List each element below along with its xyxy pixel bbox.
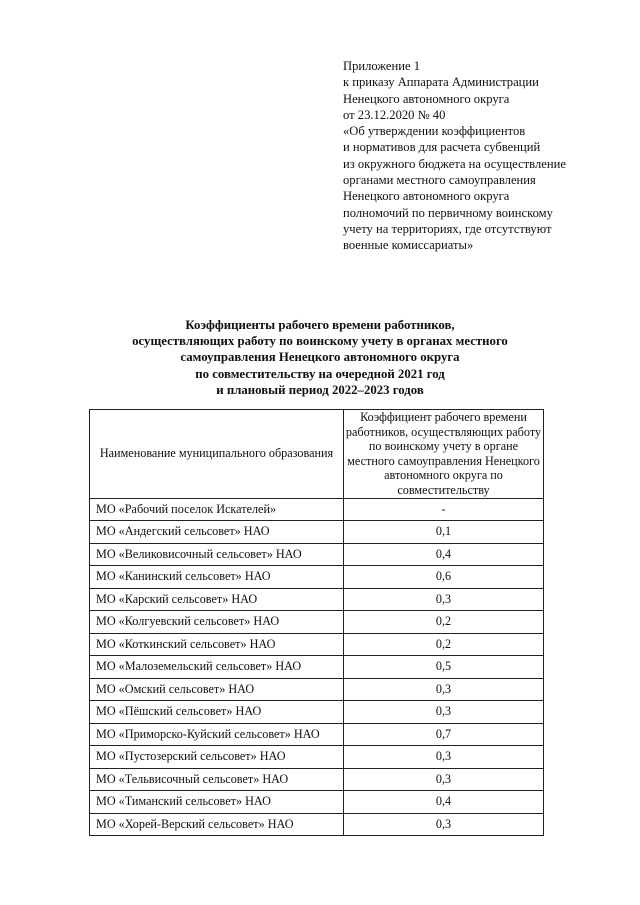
- coefficient-value: 0,3: [344, 588, 544, 611]
- table-row: [90, 588, 544, 611]
- table-row: [90, 611, 544, 634]
- table-row: [90, 768, 544, 791]
- appendix-line: органами местного самоуправления: [343, 173, 536, 188]
- municipality-name: МО «Тиманский сельсовет» НАО: [90, 791, 344, 814]
- municipality-name: МО «Канинский сельсовет» НАО: [90, 566, 344, 589]
- coefficient-value: 0,3: [344, 746, 544, 769]
- title-line: осуществляющих работу по воинскому учету в органах местного: [132, 334, 508, 349]
- table-row: [90, 633, 544, 656]
- municipality-name: МО «Малоземельский сельсовет» НАО: [90, 656, 344, 679]
- municipality-name: МО «Приморско-Куйский сельсовет» НАО: [90, 723, 344, 746]
- coefficient-value: 0,4: [344, 543, 544, 566]
- appendix-line: и нормативов для расчета субвенций: [343, 140, 541, 155]
- municipality-name: МО «Омский сельсовет» НАО: [90, 678, 344, 701]
- table-row: [90, 746, 544, 769]
- table-header-row: [90, 410, 544, 499]
- appendix-line: Ненецкого автономного округа: [343, 91, 510, 106]
- title-line: по совместительству на очередной 2021 год: [195, 366, 445, 381]
- appendix-line: военные комиссариаты»: [343, 238, 474, 253]
- municipality-name: МО «Пустозерский сельсовет» НАО: [90, 746, 344, 769]
- coefficient-value: 0,5: [344, 656, 544, 679]
- municipality-name: МО «Рабочий поселок Искателей»: [90, 498, 344, 521]
- municipality-name: МО «Великовисочный сельсовет» НАО: [90, 543, 344, 566]
- coefficient-value: 0,2: [344, 611, 544, 634]
- coefficient-value: 0,6: [344, 566, 544, 589]
- title-line: самоуправления Ненецкого автономного округа: [180, 350, 460, 365]
- appendix-line: Приложение 1: [343, 59, 421, 73]
- municipality-name: МО «Андегский сельсовет» НАО: [90, 521, 344, 544]
- coefficients-table: [89, 409, 544, 836]
- document-title: [90, 317, 550, 398]
- table-row: [90, 521, 544, 544]
- appendix-line: учету на территориях, где отсутствуют: [343, 221, 552, 236]
- coefficient-value: 0,2: [344, 633, 544, 656]
- title-line: и плановый период 2022–2023 годов: [216, 382, 424, 397]
- appendix-line: к приказу Аппарата Администрации: [343, 75, 539, 90]
- municipality-name: МО «Тельвисочный сельсовет» НАО: [90, 768, 344, 791]
- appendix-line: от 23.12.2020 № 40: [343, 107, 446, 122]
- table-row: [90, 791, 544, 814]
- appendix-line: полномочий по первичному воинскому: [343, 205, 553, 220]
- table-row: [90, 498, 544, 521]
- coefficient-value: 0,7: [344, 723, 544, 746]
- table-row: [90, 543, 544, 566]
- coefficient-value: 0,3: [344, 813, 544, 836]
- municipality-name: МО «Пёшский сельсовет» НАО: [90, 701, 344, 724]
- municipality-name: МО «Коткинский сельсовет» НАО: [90, 633, 344, 656]
- coefficient-value: 0,3: [344, 768, 544, 791]
- table-row: [90, 678, 544, 701]
- table-row: [90, 566, 544, 589]
- table-row: [90, 701, 544, 724]
- municipality-name: МО «Колгуевский сельсовет» НАО: [90, 611, 344, 634]
- coefficient-value: 0,1: [344, 521, 544, 544]
- appendix-line: из окружного бюджета на осуществление: [343, 156, 566, 171]
- table-row: [90, 656, 544, 679]
- table-row: [90, 813, 544, 836]
- appendix-line: «Об утверждении коэффициентов: [343, 124, 526, 139]
- coefficient-value: 0,3: [344, 678, 544, 701]
- header-municipality: Наименование муниципального образования: [90, 410, 344, 499]
- appendix-line: Ненецкого автономного округа: [343, 189, 510, 204]
- appendix-block: [343, 58, 633, 254]
- coefficient-value: -: [344, 498, 544, 521]
- table-row: [90, 723, 544, 746]
- coefficient-value: 0,3: [344, 701, 544, 724]
- municipality-name: МО «Карский сельсовет» НАО: [90, 588, 344, 611]
- municipality-name: МО «Хорей-Верский сельсовет» НАО: [90, 813, 344, 836]
- coefficient-value: 0,4: [344, 791, 544, 814]
- header-coefficient: Коэффициент рабочего времени работников, осуществляющих работу по воинскому учету в органе местного самоуправления Ненецкого автономного округа по совместительству: [344, 410, 544, 499]
- title-line: Коэффициенты рабочего времени работников,: [185, 318, 455, 332]
